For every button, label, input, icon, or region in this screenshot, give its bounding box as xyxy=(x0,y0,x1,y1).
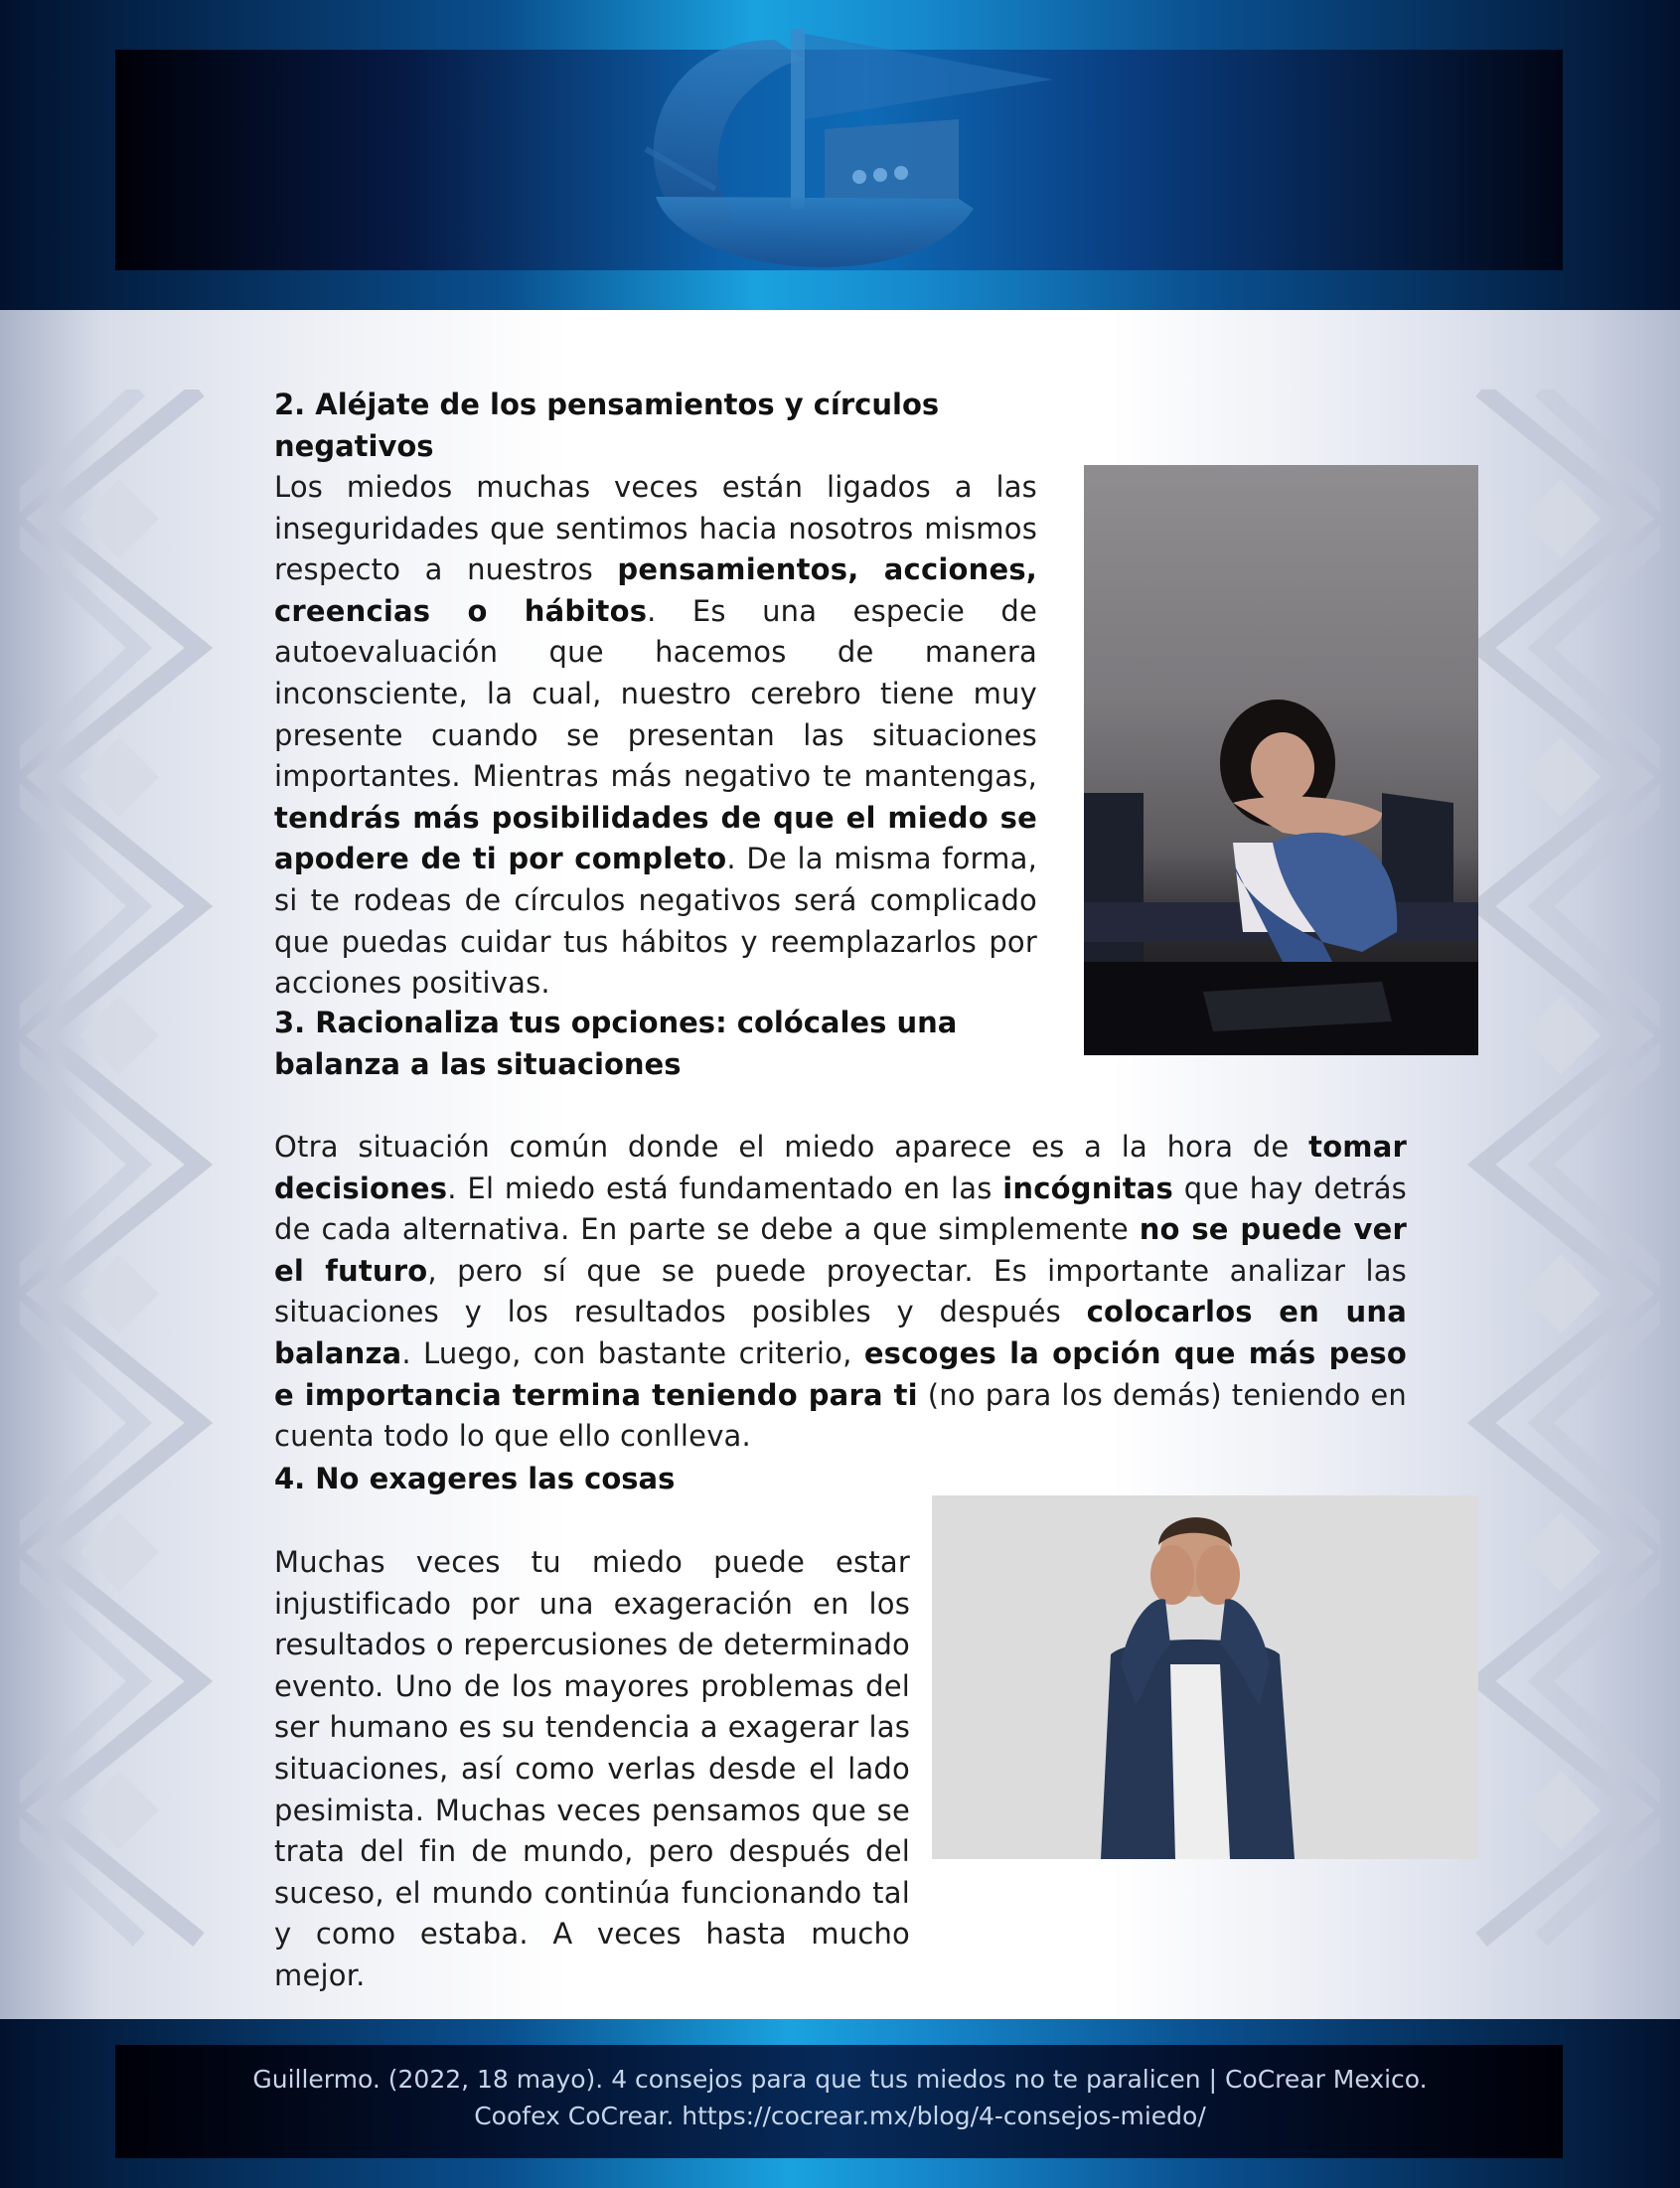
text-run: , pero sí que se puede proyectar. Es importante analizar las situaciones y los resultados posibles y después xyxy=(274,1253,1407,1329)
page-body xyxy=(0,310,1680,2019)
text-run: . El miedo está fundamentado en las xyxy=(447,1171,1003,1205)
header-banner xyxy=(0,0,1680,310)
section-4-heading: 4. No exageres las cosas xyxy=(274,1462,676,1495)
text-run: (no para los demás) teniendo en cuenta todo lo que ello conlleva. xyxy=(274,1377,1407,1454)
section-4-paragraph: Muchas veces tu miedo puede estar injustificado por una exageración en los resultados o repercusiones de determinado evento. Uno de los mayores problemas del ser humano es su tendencia a exagerar las situaciones, así como verlas desde el lado pesimista. Muchas veces pensamos que se trata del fin de mundo, pero después del suceso, el mundo continúa funcionando tal y como estaba. A veces hasta mucho mejor. xyxy=(274,1545,910,1992)
text-run: . Luego, con bastante criterio, xyxy=(401,1335,864,1370)
man-covering-face-photo xyxy=(932,1495,1478,1859)
woman-sitting-illustration xyxy=(1084,465,1478,1055)
bold-run: tomar decisiones xyxy=(274,1130,1407,1205)
text-run: . De la misma forma, si te rodeas de círculos negativos será complicado que puedas cuidar tus hábitos y reemplazarlos por acciones positivas. xyxy=(274,842,1037,1001)
footer-banner xyxy=(0,2019,1680,2188)
bold-run: pensamientos, acciones, creencias o hábitos xyxy=(274,552,1037,628)
section-3-paragraph xyxy=(274,1127,1407,1458)
section-2-paragraph xyxy=(274,467,1037,1005)
text-run: que hay detrás de cada alternativa. En parte se debe a que simplemente xyxy=(274,1171,1407,1247)
section-2-heading: 2. Aléjate de los pensamientos y círculos negativos xyxy=(274,388,940,463)
citation-line-2[interactable]: Coofex CoCrear. https://cocrear.mx/blog/4-consejos-miedo/ xyxy=(474,2102,1206,2130)
ship-logo-icon xyxy=(616,20,1063,303)
citation xyxy=(0,2061,1680,2134)
bold-run: no se puede ver el futuro xyxy=(274,1212,1407,1288)
citation-line-1: Guillermo. (2022, 18 mayo). 4 consejos para que tus miedos no te paralicen | CoCrear Mexico. xyxy=(252,2065,1428,2094)
woman-sitting-photo xyxy=(1084,465,1478,1055)
man-covering-face-illustration xyxy=(932,1495,1478,1859)
bold-run: tendrás más posibilidades de que el miedo se apodere de ti por completo xyxy=(274,800,1037,876)
text-run: Los miedos muchas veces están ligados a las inseguridades que sentimos hacia nosotros mismos respecto a nuestros xyxy=(274,470,1037,587)
bold-run: escoges la opción que más peso e importancia termina teniendo para ti xyxy=(274,1335,1407,1412)
text-run: . Es una especie de autoevaluación que hacemos de manera inconsciente, la cual, nuestro cerebro tiene muy presente cuando se presentan las situaciones importantes. Mientras más negativo te mantengas, xyxy=(274,593,1037,794)
bold-run: colocarlos en una balanza xyxy=(274,1295,1407,1370)
bold-run: incógnitas xyxy=(1002,1171,1174,1205)
section-3-heading: 3. Racionaliza tus opciones: colócales una balanza a las situaciones xyxy=(274,1006,958,1081)
text-run: Otra situación común donde el miedo aparece es a la hora de xyxy=(274,1130,1309,1164)
article-content xyxy=(0,310,1680,2019)
